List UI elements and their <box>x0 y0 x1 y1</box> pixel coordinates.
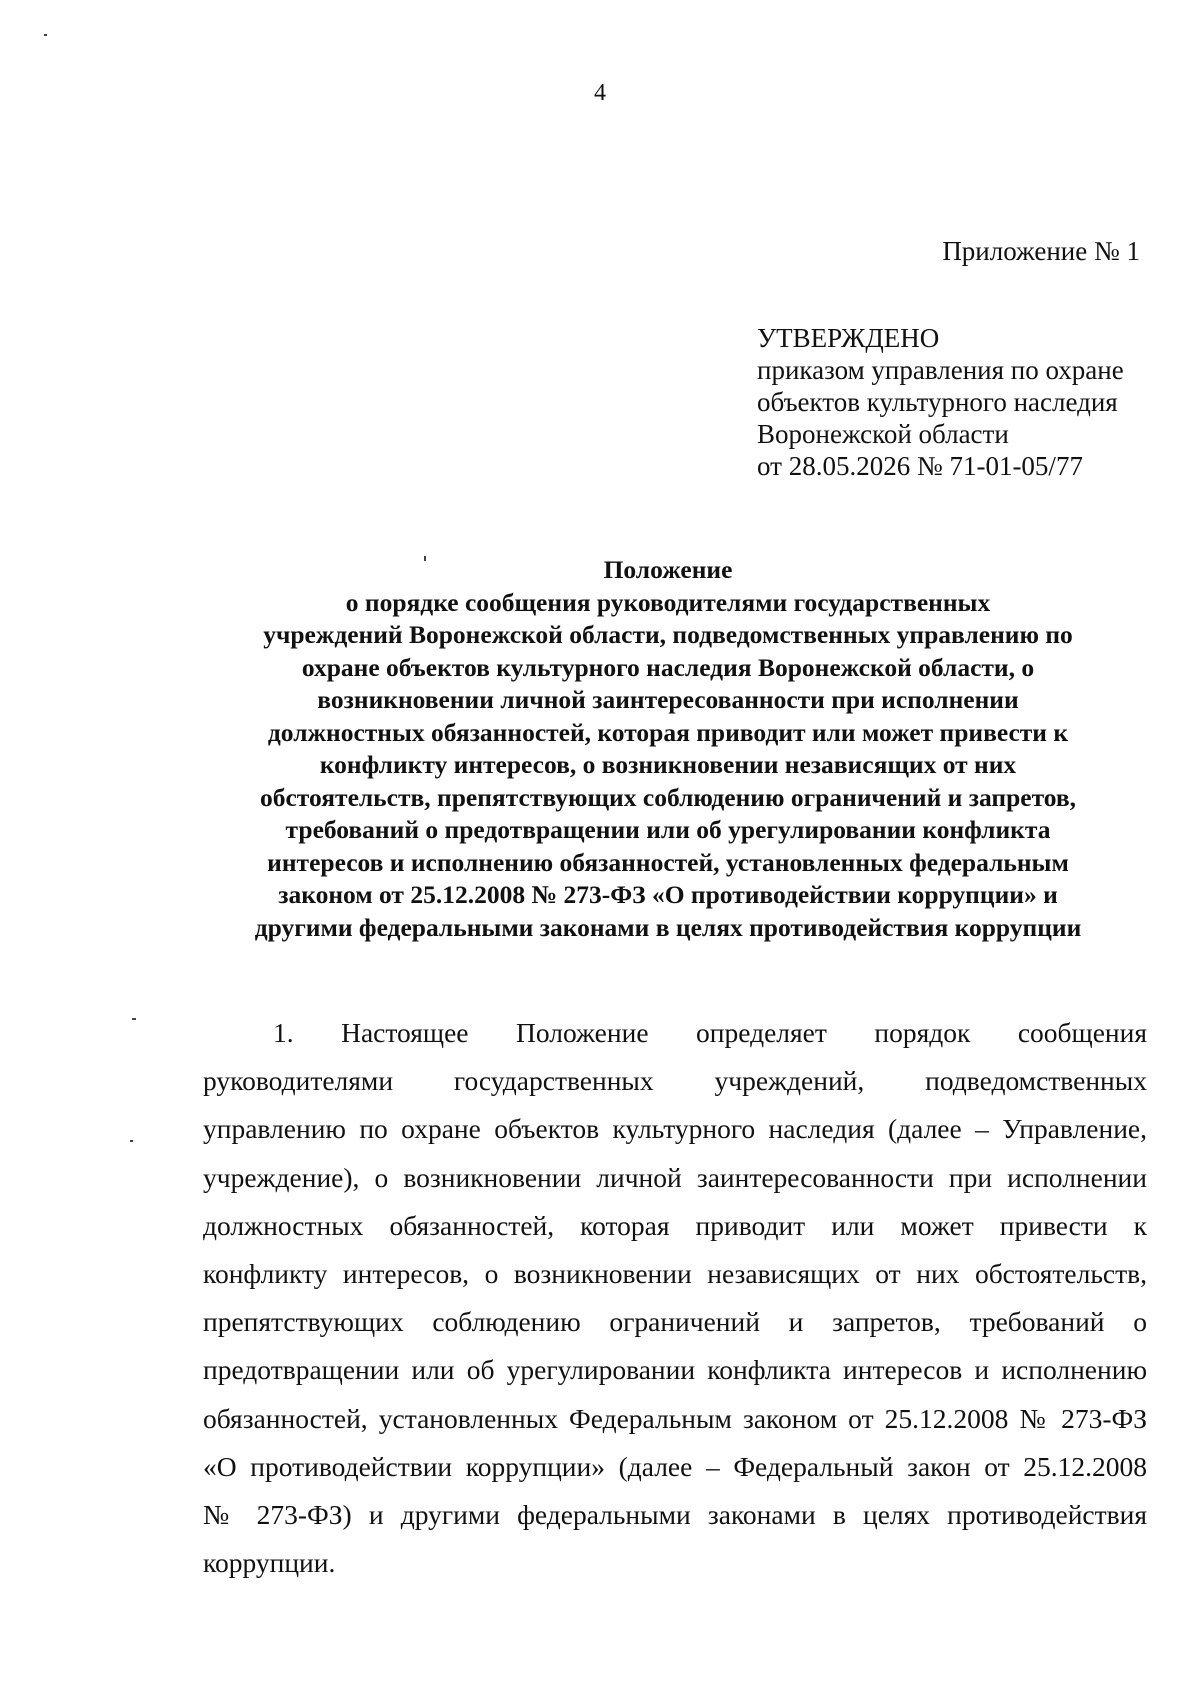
approval-date-number: от 28.05.2026 № 71-01-05/77 <box>757 451 1083 481</box>
title-line: о порядке сообщения руководителями государственных <box>345 587 991 617</box>
title-heading: Положение <box>603 555 733 584</box>
document-title <box>200 554 1136 944</box>
paragraph-line: препятствующих соблюдению ограничений и запретов, требований о <box>203 1306 1147 1338</box>
paragraph-line: обязанностей, установленных Федеральным законом от 25.12.2008 № 273-ФЗ <box>203 1402 1147 1434</box>
title-line: требований о предотвращении или об урегулировании конфликта <box>285 815 1051 844</box>
paragraph-line: 1. Настоящее Положение определяет порядок сообщения <box>273 1017 1147 1048</box>
paragraph-line: конфликту интересов, о возникновении независящих от них обстоятельств, <box>203 1257 1147 1289</box>
paragraph-line: должностных обязанностей, которая приводит или может привести к <box>203 1209 1147 1241</box>
approval-heading: УТВЕРЖДЕНО <box>757 323 940 353</box>
paragraph-line: предотвращении или об урегулировании конфликта интересов и исполнению <box>203 1354 1147 1386</box>
title-line: интересов и исполнению обязанностей, установленных федеральным <box>267 847 1069 877</box>
approval-line: приказом управления по охране <box>757 355 1124 385</box>
approval-line: объектов культурного наследия <box>757 387 1118 417</box>
title-line: конфликту интересов, о возникновении независящих от них <box>319 750 1017 779</box>
scan-speck <box>130 1140 133 1142</box>
title-line: обстоятельств, препятствующих соблюдению ограничений и запретов, <box>259 782 1077 812</box>
scan-speck <box>424 556 426 561</box>
title-line: возникновении личной заинтересованности при исполнении <box>317 685 1019 714</box>
page-number: 4 <box>594 80 606 106</box>
paragraph-line: коррупции. <box>203 1547 336 1579</box>
approval-line: Воронежской области <box>757 419 1009 449</box>
title-line: другими федеральными законами в целях противодействия коррупции <box>254 912 1082 942</box>
title-line: охране объектов культурного наследия Воронежской области, о <box>301 652 1035 682</box>
paragraph-line: «О противодействии коррупции» (далее – Федеральный закон от 25.12.2008 <box>203 1450 1147 1482</box>
paragraph-1 <box>203 1009 1147 1587</box>
title-line: законом от 25.12.2008 № 273-ФЗ «О противодействии коррупции» и <box>278 880 1058 909</box>
paragraph-line: учреждение), о возникновении личной заинтересованности при исполнении <box>203 1161 1147 1193</box>
paragraph-line: руководителями государственных учреждений, подведомственных <box>203 1065 1147 1097</box>
appendix-label: Приложение № 1 <box>942 236 1140 266</box>
scan-speck <box>132 1018 136 1020</box>
approval-stamp <box>757 322 1124 482</box>
scan-speck <box>44 34 47 36</box>
paragraph-line: управлению по охране объектов культурного наследия (далее – Управление, <box>203 1113 1147 1145</box>
title-line: учреждений Воронежской области, подведомственных управлению по <box>263 620 1073 649</box>
paragraph-line: № 273-ФЗ) и другими федеральными законами в целях противодействия <box>203 1498 1147 1530</box>
title-line: должностных обязанностей, которая приводит или может привести к <box>267 717 1069 747</box>
